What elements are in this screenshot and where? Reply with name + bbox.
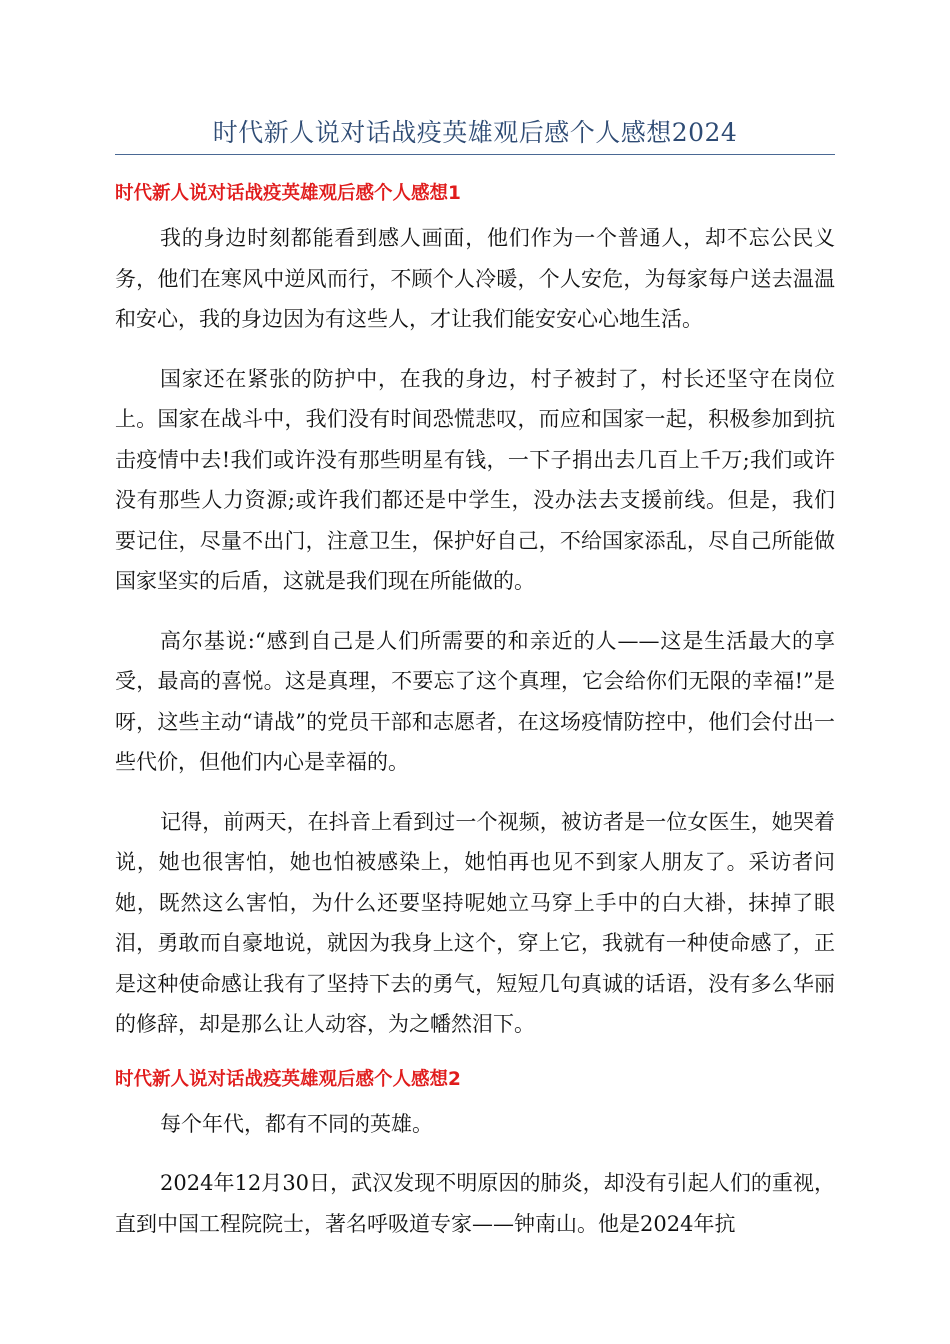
paragraph: 每个年代，都有不同的英雄。 — [160, 1111, 433, 1136]
document-title: 时代新人说对话战疫英雄观后感个人感想2024 — [212, 118, 738, 147]
paragraph: 我的身边时刻都能看到感人画面，他们作为一个普通人，却不忘公民义务，他们在寒风中逆风而行，不顾个人冷暖，个人安危，为每家每户送去温温和安心，我的身边因为有这些人，才让我们能安安心心地生活。 — [115, 226, 835, 331]
paragraph: 记得，前两天，在抖音上看到过一个视频，被访者是一位女医生，她哭着说，她也很害怕，她也怕被感染上，她怕再也见不到家人朋友了。采访者问她，既然这么害怕，为什么还要坚持呢她立马穿上手中的白大褂，抹掉了眼泪，勇敢而自豪地说，就因为我身上这个，穿上它，我就有一种使命感了，正是这种使命感让我有了坚持下去的勇气，短短几句真诚的话语，没有多么华丽的修辞，却是那么让人动容，为之幡然泪下。 — [115, 809, 835, 1036]
section-2 — [115, 1064, 835, 1245]
section-1 — [115, 178, 835, 1045]
paragraph: 2024年12月30日，武汉发现不明原因的肺炎，却没有引起人们的重视，直到中国工程院院士，著名呼吸道专家——钟南山。他是2024年抗 — [115, 1171, 835, 1236]
section-heading: 时代新人说对话战疫英雄观后感个人感想2 — [115, 1068, 461, 1090]
paragraph: 国家还在紧张的防护中，在我的身边，村子被封了，村长还坚守在岗位上。国家在战斗中，我们没有时间恐慌悲叹，而应和国家一起，积极参加到抗击疫情中去!我们或许没有那些明星有钱，一下子捐出去几百上千万;我们或许没有那些人力资源;或许我们都还是中学生，没办法去支援前线。但是，我们要记住，尽量不出门，注意卫生，保护好自己，不给国家添乱，尽自己所能做国家坚实的后盾，这就是我们现在所能做的。 — [115, 366, 835, 593]
document-body — [115, 178, 835, 1263]
section-heading: 时代新人说对话战疫英雄观后感个人感想1 — [115, 183, 461, 204]
title-underline — [115, 154, 835, 155]
paragraph: 高尔基说:“感到自己是人们所需要的和亲近的人——这是生活最大的享受，最高的喜悦。这是真理，不要忘了这个真理，它会给你们无限的幸福!”是呀，这些主动“请战”的党员干部和志愿者，在这场疫情防控中，他们会付出一些代价，但他们内心是幸福的。 — [115, 628, 835, 774]
